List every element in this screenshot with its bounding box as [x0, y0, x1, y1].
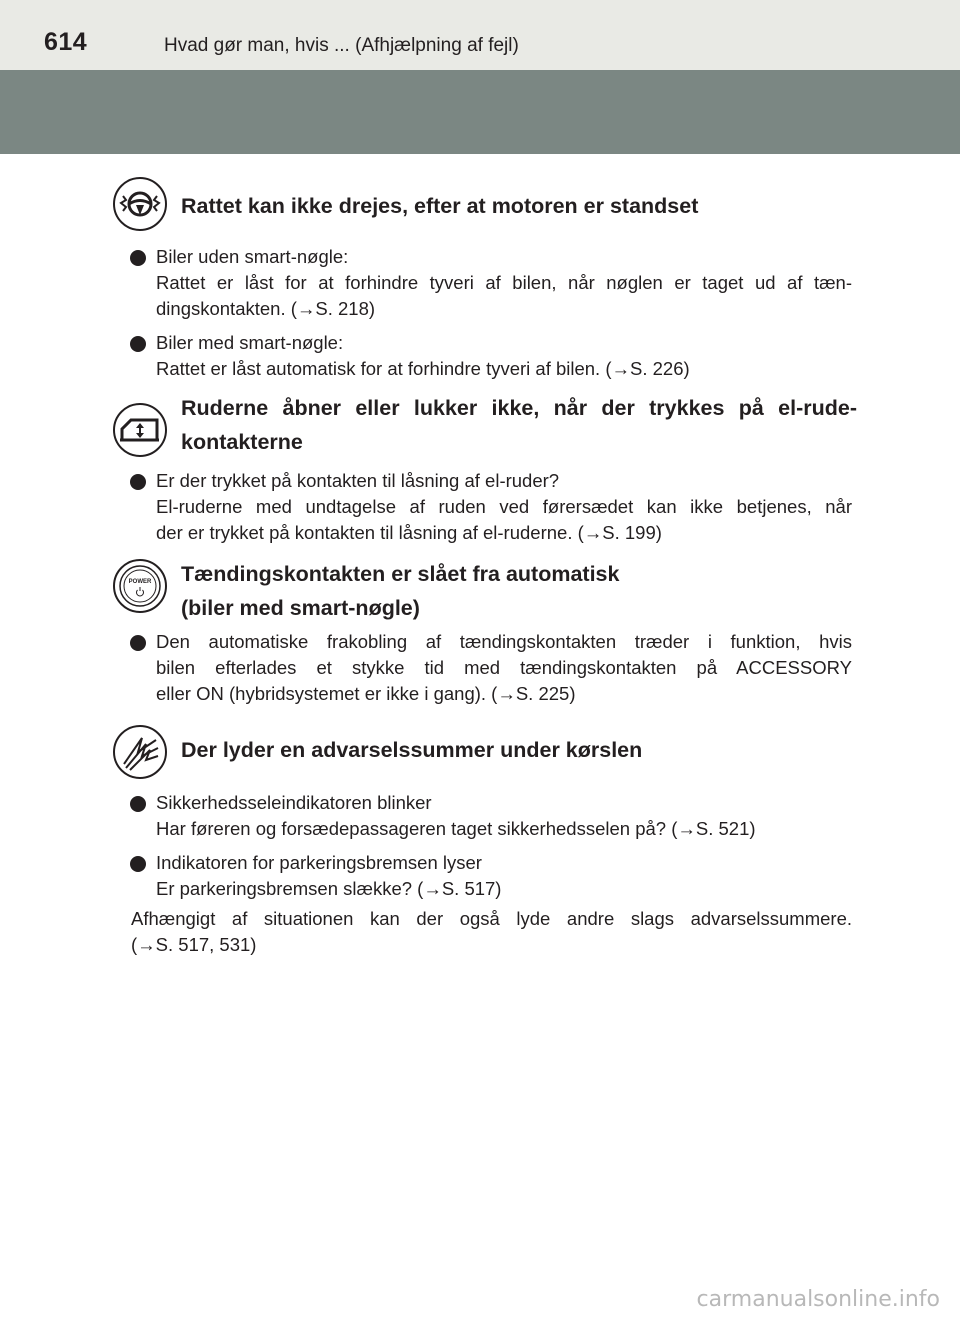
list-item [156, 629, 852, 707]
list-item [156, 850, 852, 902]
buzzer-icon [112, 724, 168, 780]
steering-lock-icon [112, 176, 168, 232]
header-band [0, 70, 960, 154]
list-item [156, 790, 852, 842]
paragraph [131, 906, 852, 958]
bullet-marker [130, 474, 146, 490]
section-title [181, 391, 857, 459]
list-item [156, 244, 852, 322]
bullet-line: Biler med smart-nøgle: [156, 332, 344, 353]
bullet-line: Biler uden smart-nøgle: [156, 246, 349, 267]
bullet-line: dingskontakten. (→S. 218) [156, 298, 376, 319]
bullet-line: El-ruderne med undtagelse af ruden ved førersædet kan ikke betjenes, når [156, 496, 852, 517]
bullet-line: Sikkerhedsseleindikatoren blinker [156, 792, 432, 813]
bullet-line: bilen efterlades et stykke tid med tændingskontakten på ACCESSORY [156, 657, 852, 678]
bullet-line: Har føreren og forsædepassageren taget sikkerhedsselen på? (→S. 521) [156, 818, 756, 839]
section-title: Der lyder en advarselssummer under kørslen [181, 738, 643, 762]
bullet-line: Rattet er låst for at forhindre tyveri af bilen, når nøglen er taget ud af tæn- [156, 272, 852, 293]
section-title: Rattet kan ikke drejes, efter at motoren er standset [181, 194, 699, 218]
title-line: kontakterne [181, 430, 303, 454]
list-item [156, 468, 852, 546]
paragraph-line: Afhængigt af situationen kan der også lyde andre slags advarselssummere. [131, 908, 852, 929]
bullet-line: der er trykket på kontakten til låsning af el-ruderne. (→S. 199) [156, 522, 662, 543]
power-switch-icon [112, 558, 168, 614]
page-number: 614 [44, 28, 88, 56]
paragraph-line: (→S. 517, 531) [131, 934, 257, 955]
bullet-line: eller ON (hybridsystemet er ikke i gang). (→S. 225) [156, 683, 576, 704]
bullet-line: Indikatoren for parkeringsbremsen lyser [156, 852, 482, 873]
power-window-icon [112, 402, 168, 458]
section-title [181, 557, 857, 625]
watermark: carmanualsonline.info [696, 1287, 940, 1312]
bullet-marker [130, 250, 146, 266]
power-label: POWER [128, 579, 152, 585]
bullet-marker [130, 796, 146, 812]
bullet-line: Rattet er låst automatisk for at forhindre tyveri af bilen. (→S. 226) [156, 358, 690, 379]
chapter-title: Hvad gør man, hvis ... (Afhjælpning af fejl) [164, 35, 519, 56]
bullet-line: Er parkeringsbremsen slække? (→S. 517) [156, 878, 502, 899]
bullet-marker [130, 856, 146, 872]
bullet-line: Den automatiske frakobling af tændingskontakten træder i funktion, hvis [156, 631, 852, 652]
title-line: (biler med smart-nøgle) [181, 596, 420, 620]
bullet-line: Er der trykket på kontakten til låsning af el-ruder? [156, 470, 560, 491]
list-item [156, 330, 852, 382]
bullet-marker [130, 635, 146, 651]
title-line: Tændingskontakten er slået fra automatisk [181, 562, 620, 586]
title-line: Ruderne åbner eller lukker ikke, når der trykkes på el-rude- [181, 396, 857, 420]
bullet-marker [130, 336, 146, 352]
